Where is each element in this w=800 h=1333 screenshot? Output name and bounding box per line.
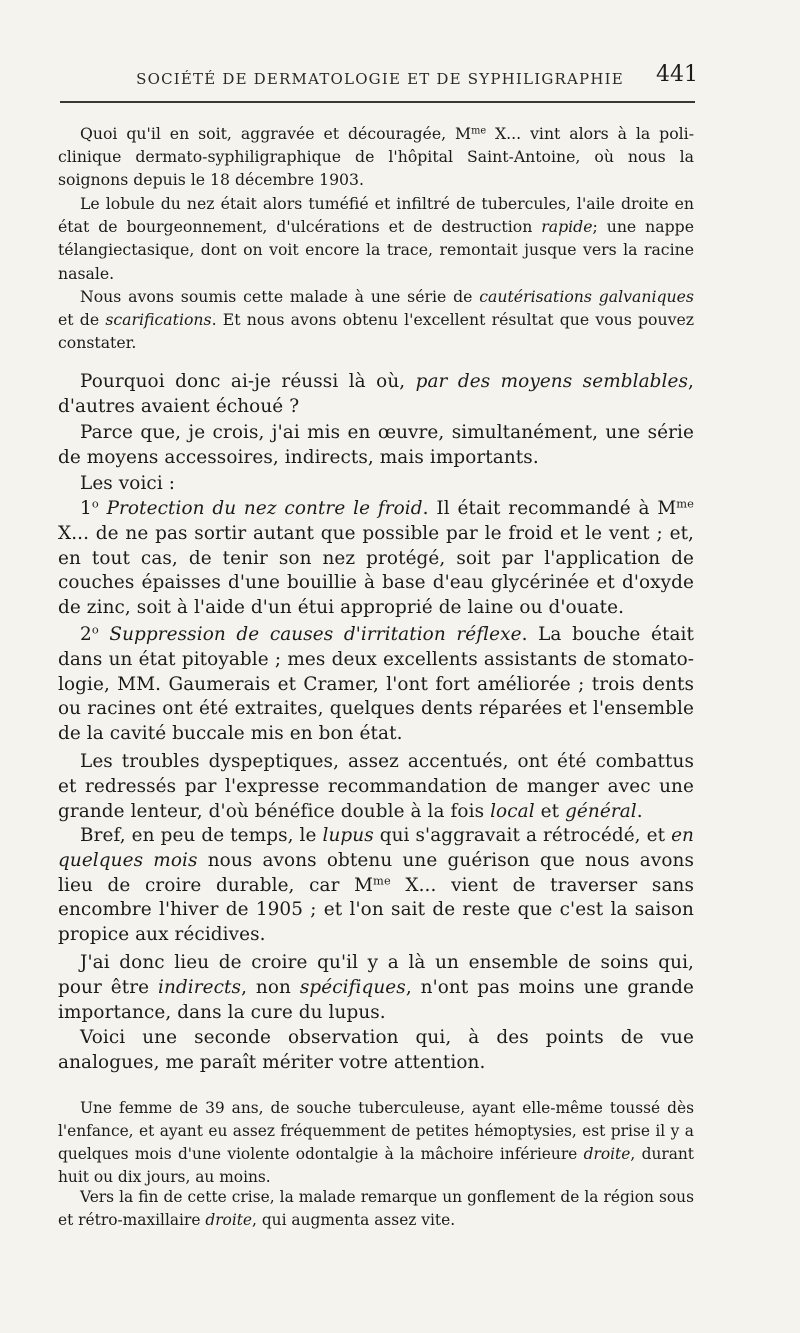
paragraph: Les voici : <box>80 473 176 494</box>
paragraph: Nous avons soumis cette malade à une série de cautérisations galvaniques et de scarifications. Et nous avons obtenu l'excellent résultat que vous pouvez constater. <box>58 287 695 353</box>
header-rule <box>60 101 695 103</box>
page-header <box>60 62 700 96</box>
paragraph: Bref, en peu de temps, le lupus qui s'aggravait a rétrocédé, et en quelques mois nous avons obtenu une guérison que nous avons lieu de croire durable, car $M^{me}$ X... vient de traverser sans encombre l'hiver de 1905 ; et l'on sait de reste que c'est la saison propice aux récidives. <box>58 825 695 946</box>
paragraph: J'ai donc lieu de croire qu'il y a là un ensemble de soins qui, pour être indirects, non spécifiques, n'ont pas moins une grande importance, dans la cure du lupus. <box>58 952 694 1023</box>
paragraph: Les troubles dyspeptiques, assez accentués, ont été combattus et redressés par l'expresse recommandation de manger avec une grande lenteur, d'où bénéfice double à la fois local et général. <box>58 751 694 822</box>
case-note: Une femme de 39 ans, de souche tuberculeuse, ayant elle-même toussé dès l'enfance, et ayant eu assez fréquemment de petites hémoptysies, est prise il y a quelques mois d'une violente odontalgie à la mâchoire inférieure droite, durant huit ou dix jours, au moins. <box>58 1099 694 1186</box>
paragraph: 2$^o$ Suppression de causes d'irritation réflexe. La bouche était dans un état pitoyable ; mes deux excellents assistants de stomatologie, MM. Gaumerais et Cramer, l'ont fort améliorée ; trois dents ou racines ont été extraites, quelques dents réparées et l'ensemble de la cavité buccale mis en bon état. <box>58 622 694 745</box>
page-number: 441 <box>656 62 698 87</box>
paragraph: Le lobule du nez était alors tuméfié et infiltré de tubercules, l'aile droite en état de bourgeonnement, d'ulcérations et de destruction rapide; une nappe télangiectasique, dont on voit encore la trace, remontait jusque vers la racine nasale. <box>58 194 694 283</box>
paragraph: Quoi qu'il en soit, aggravée et découragée, $M^{me}$ X... vint alors à la policlinique dermato-syphiligraphique de l'hôpital Saint-Antoine, où nous la soignons depuis le 18 décembre 1903. <box>58 124 694 190</box>
case-note: Vers la fin de cette crise, la malade remarque un gonflement de la région sous et rétro-maxillaire droite, qui augmenta assez vite. <box>58 1188 694 1229</box>
paragraph: Pourquoi donc ai-je réussi là où, par des moyens semblables, d'autres avaient échoué ? <box>58 371 694 417</box>
paragraph: Parce que, je crois, j'ai mis en œuvre, simultanément, une série de moyens accessoires, indirects, mais importants. <box>58 422 694 468</box>
running-title: SOCIÉTÉ DE DERMATOLOGIE ET DE SYPHILIGRAPHIE <box>136 70 624 88</box>
paragraph: Voici une seconde observation qui, à des points de vue analogues, me paraît mériter votre attention. <box>58 1027 694 1073</box>
paragraph: 1$^o$ Protection du nez contre le froid. Il était recommandé à $M^{me}$ X... de ne pas sortir autant que possible par le froid et le vent ; et, en tout cas, de tenir son nez protégé, soit par l'application de couches épaisses d'une bouillie à base d'eau glycérinée et d'oxyde de zinc, soit à l'aide d'un étui approprié de laine ou d'ouate. <box>58 496 694 619</box>
